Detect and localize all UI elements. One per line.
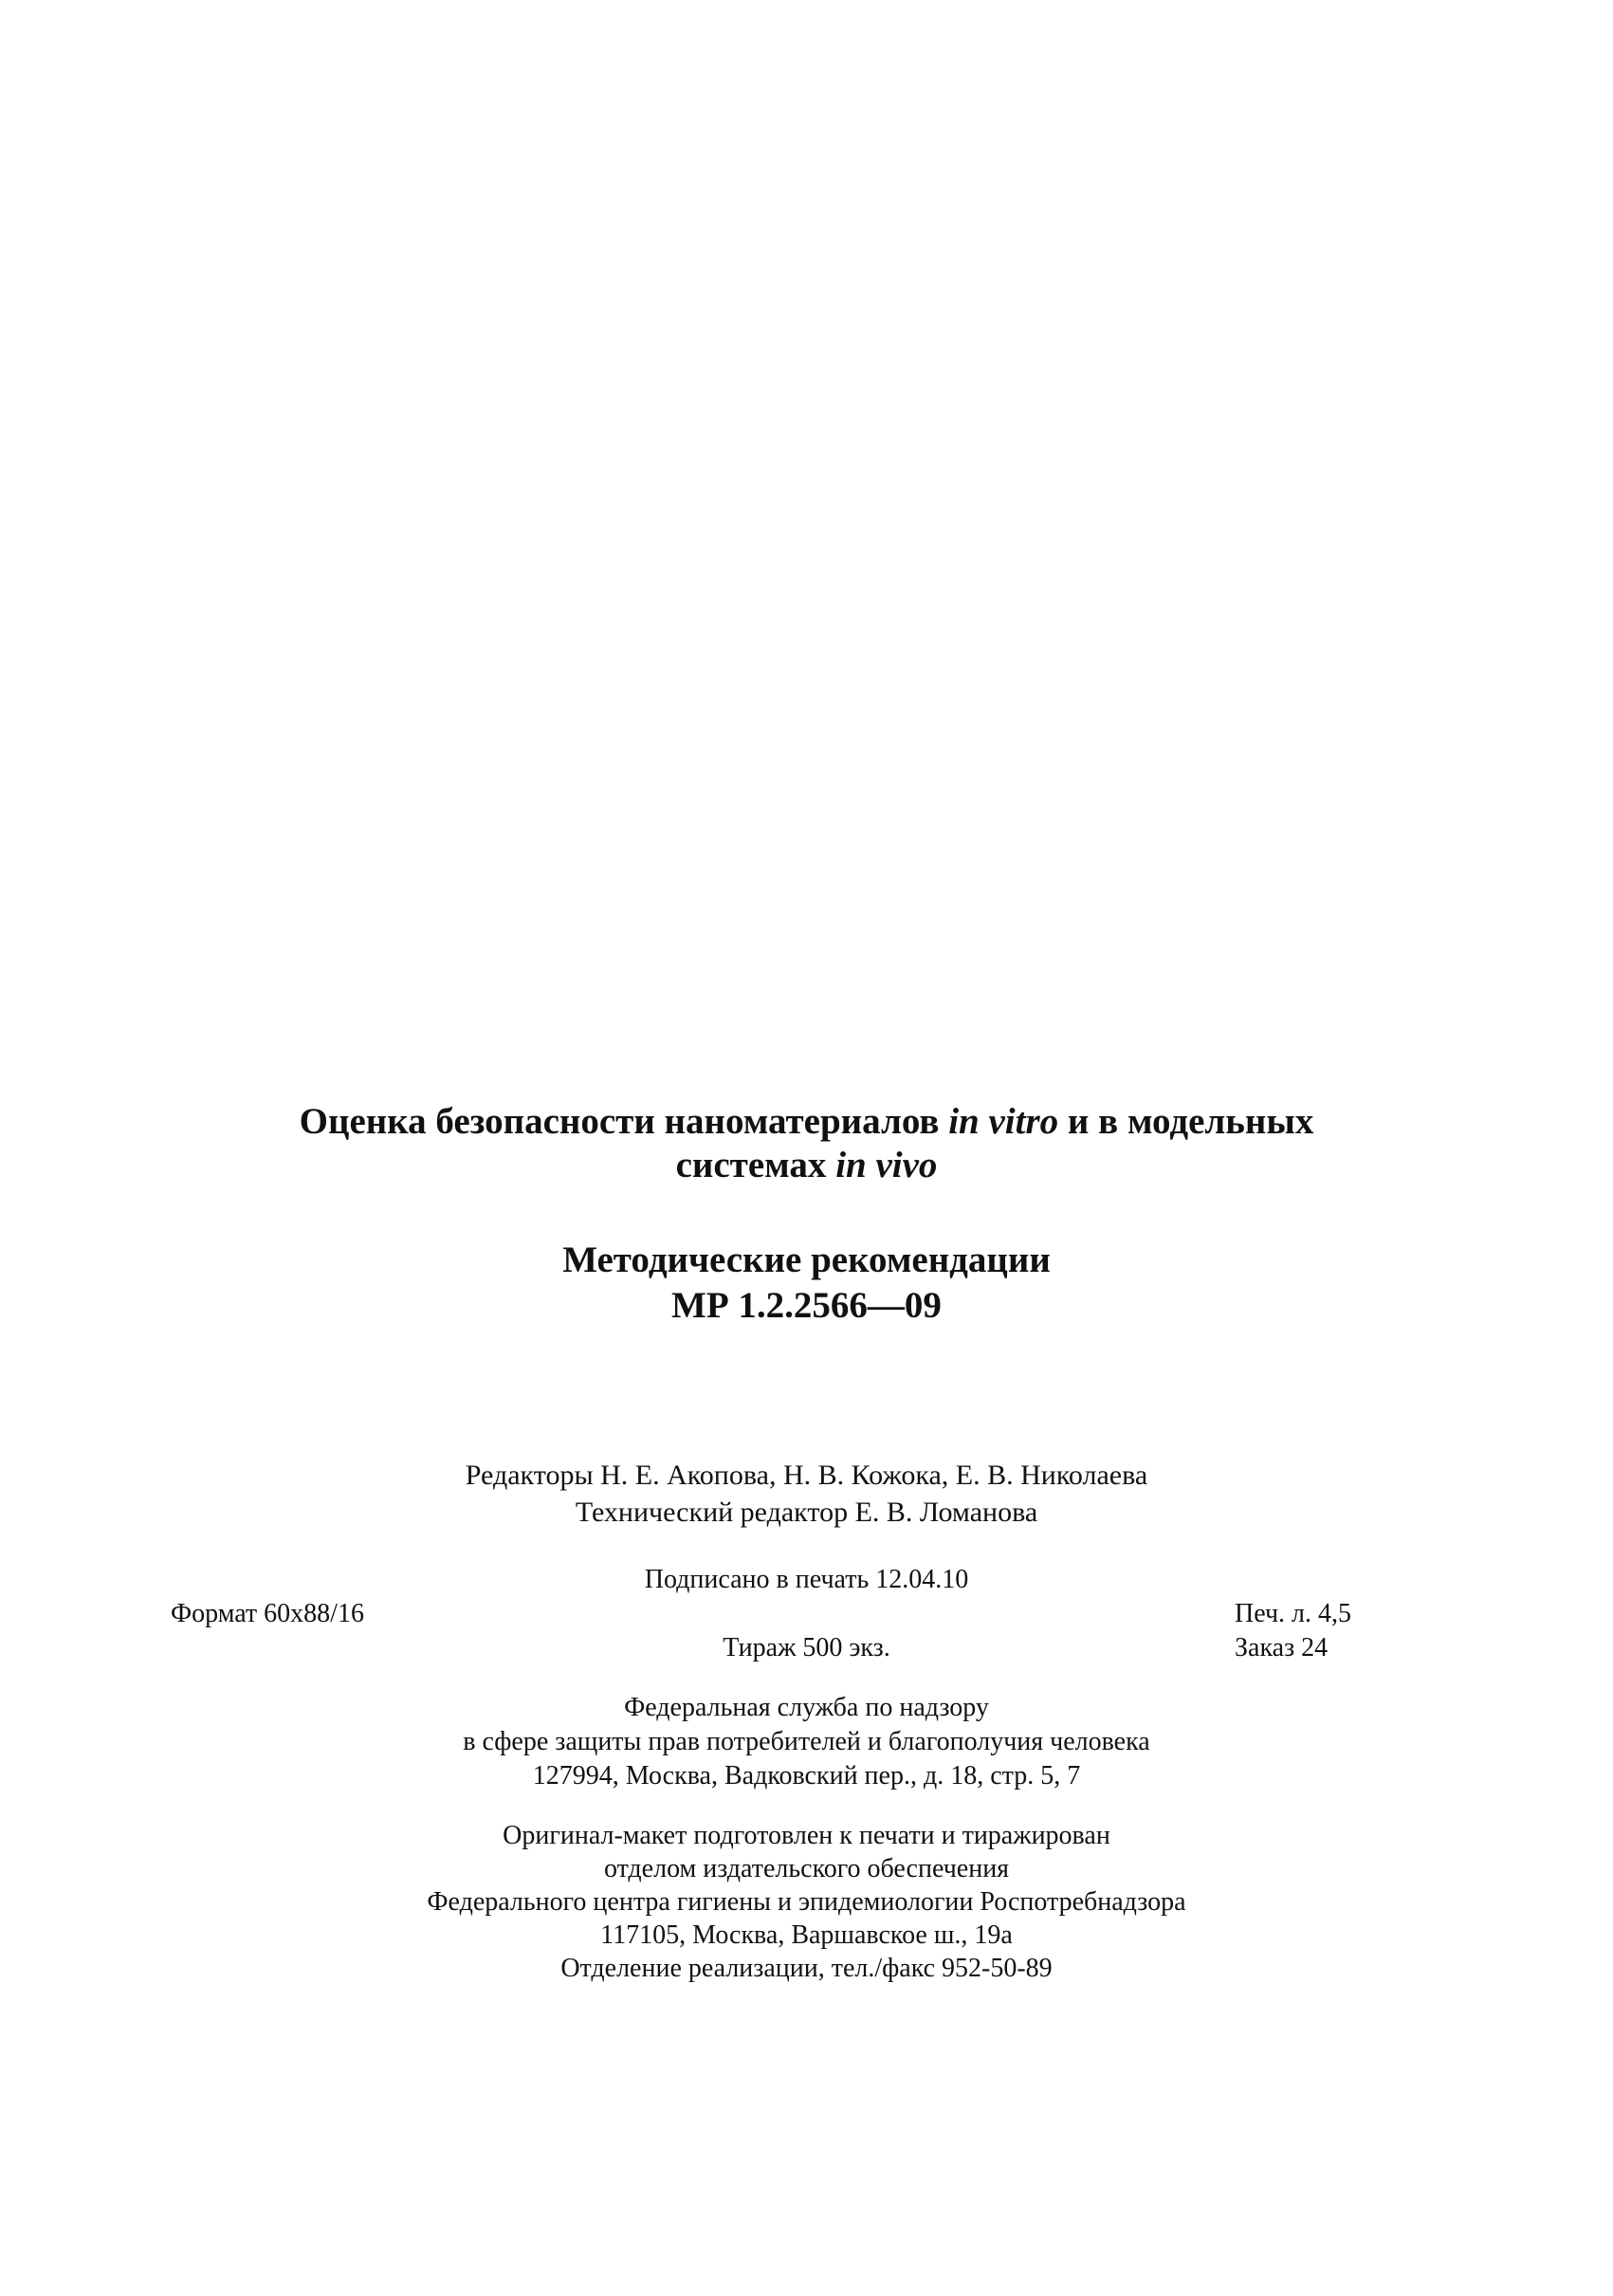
publisher-section [0, 1819, 1613, 1985]
title-italic-text: in vivo [835, 1145, 938, 1185]
order-number: Заказ 24 [1235, 1633, 1329, 1662]
agency-line: в сфере защиты прав потребителей и благополучия человека [463, 1727, 1150, 1756]
sales-contact: Отделение реализации, тел./факс 952-50-89 [560, 1954, 1053, 1983]
agency-address: 127994, Москва, Вадковский пер., д. 18, стр. 5, 7 [532, 1761, 1081, 1791]
title-line-2 [0, 1144, 1613, 1187]
title-text: и в модельных [1058, 1101, 1314, 1142]
document-kind: Методические рекомендации [562, 1240, 1051, 1280]
publisher-line: Оригинал-макет подготовлен к печати и тиражирован [503, 1821, 1110, 1850]
editors-section [0, 1457, 1613, 1531]
document-subtitle [0, 1238, 1613, 1329]
document-title [0, 1100, 1613, 1187]
publisher-line: отделом издательского обеспечения [603, 1854, 1010, 1883]
editors-line: Редакторы Н. Е. Акопова, Н. В. Кожока, Е. В. Николаева [465, 1460, 1148, 1491]
title-line-1 [0, 1100, 1613, 1144]
print-info-section [0, 1563, 1613, 1677]
publisher-line: Федерального центра гигиены и эпидемиологии Роспотребнадзора [427, 1887, 1186, 1917]
publisher-address: 117105, Москва, Варшавское ш., 19а [600, 1920, 1013, 1950]
title-text: системах [675, 1145, 836, 1185]
title-text: Оценка безопасности наноматериалов [299, 1101, 949, 1142]
document-code: МР 1.2.2566—09 [671, 1285, 942, 1326]
agency-section [0, 1691, 1613, 1793]
technical-editor-line: Технический редактор Е. В. Ломанова [575, 1497, 1038, 1528]
signed-to-print: Подписано в печать 12.04.10 [644, 1565, 969, 1594]
title-italic-text: in vitro [948, 1101, 1059, 1142]
agency-line: Федеральная служба по надзору [624, 1693, 989, 1722]
paper-format: Формат 60x88/16 [171, 1599, 364, 1628]
circulation: Тираж 500 экз. [723, 1633, 890, 1662]
printed-sheets: Печ. л. 4,5 [1235, 1599, 1352, 1628]
